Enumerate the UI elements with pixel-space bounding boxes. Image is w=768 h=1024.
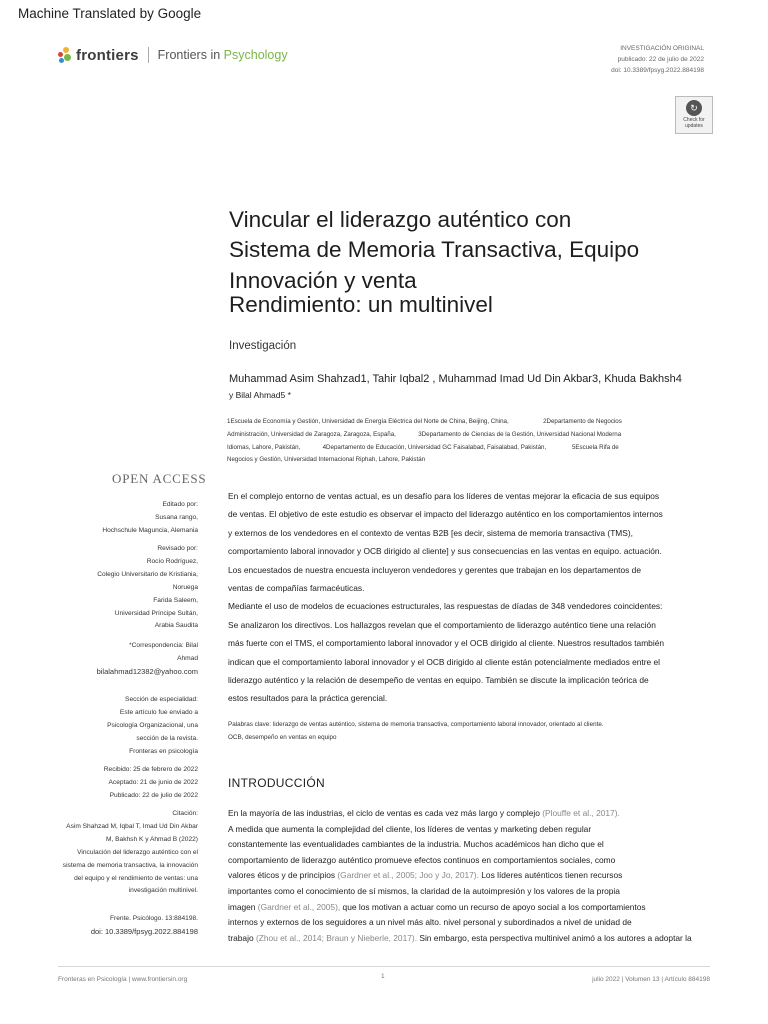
journal-reference: Frente. Psicólogo. 13:884198. doi: 10.3389/fpsyg.2022.884198 [18,913,198,939]
intro-text: En la mayoría de las industrias, el ciclo de ventas es cada vez más largo y complejo [228,808,543,818]
footer-divider [58,966,710,967]
intro-line [228,931,768,947]
article-title [229,205,699,317]
intro-line [228,900,768,916]
correspondence-email[interactable]: bilalahmad12382@yahoo.com [96,666,198,676]
intro-line [228,868,768,884]
abstract [228,487,748,708]
affiliation-line: Idiomas, Lahore, Pakistán, 4Departamento de Educación, Universidad GC Faisalabad, Faisalabad, Pakistán, 5Escuela Rifa de [227,443,619,451]
intro-line [228,806,768,822]
specialty-section: Sección de especialidad: Este artículo fue enviado a Psicología Organizacional, una sección de la revista. Fronteras en psicología [107,696,198,755]
abstract-line: liderazgo auténtico y la relación de desempeño de ventas en equipo. También se discute la implicación teórica de [228,675,649,686]
section-heading-introduction: INTRODUCCIÓN [228,776,325,790]
article-meta [611,43,704,76]
intro-text: valores éticos y de principios [228,870,338,881]
abstract-line: indican que el comportamiento laboral innovador y el OCB dirigido al cliente están potencialmente mediados entre el [228,656,661,667]
machine-translation-banner: Machine Translated by Google [18,6,202,21]
title-line: Rendimiento: un multinivel [229,292,493,317]
author-list [229,371,749,403]
abstract-line: y externos de los vendedores en el contexto de ventas B2B [es decir, sistema de memoria transactiva (TMS), [228,527,633,538]
title-line: Vincular el liderazgo auténtico con [229,207,572,232]
affiliation-line: Negocios y Gestión, Universidad Internacional Riphah, Lahore, Pakistán [227,456,426,464]
correspondence-info: *Correspondencia: Bilal Ahmad bilalahmad12382@yahoo.com [18,640,198,679]
citation-link[interactable]: (Gardner et al., 2005; Joo y Jo, 2017). [337,870,479,881]
authors-line[interactable]: y Bilal Ahmad5 * [229,390,291,400]
intro-line [228,822,768,838]
intro-line [228,915,768,931]
intro-text: comportamiento de liderazgo auténtico promueve efectos continuos en comportamientos sociales, como [228,854,616,865]
published-date: publicado: 22 de julio de 2022 [617,56,704,63]
article-type: Investigación [229,340,297,352]
brand-name: frontiers [76,46,139,64]
affiliations [227,416,707,467]
intro-text: trabajo [228,932,256,943]
intro-line [228,837,768,853]
abstract-line: En el complejo entorno de ventas actual, es un desafío para los líderes de ventas mejorar la eficacia de sus equipos [228,491,660,501]
citation-link[interactable]: (Zhou et al., 2014; Braun y Nieberle, 2017). [255,932,418,943]
abstract-line: ventas de compañías farmacéuticas. [228,583,365,594]
abstract-line: Mediante el uso de modelos de ecuaciones estructurales, las respuestas de díadas de 348 vendedores coincidentes: [228,601,663,612]
intro-text: Sin embargo, esta perspectiva multinivel animó a los autores a adoptar la [417,932,692,943]
check-updates-icon: ↻ [686,100,702,116]
citation-link[interactable]: (Plouffe et al., 2017). [542,808,620,818]
abstract-line: de ventas. El objetivo de este estudio es observar el impacto del liderazgo auténtico en los comportamientos internos [228,509,663,520]
page-number: 1 [381,973,385,980]
keywords-line: Palabras clave: liderazgo de ventas auténtico, sistema de memoria transactiva, comportamiento laboral innovador, orientado al cliente. [228,721,604,728]
abstract-line: Se analizaron los directivos. Los hallazgos revelan que el comportamiento de liderazgo auténtico tiene una relación [228,619,656,630]
intro-text: A medida que aumenta la complejidad del cliente, los líderes de ventas y marketing deben regular [228,823,592,834]
abstract-line: estos resultados para la práctica gerencial. [228,693,388,704]
abstract-line: Los encuestados de nuestra encuesta incluyeron vendedores y gerentes que trabajan en los departamentos de [228,564,641,575]
article-dates: Recibido: 25 de febrero de 2022 Aceptado: 21 de junio de 2022 Publicado: 22 de julio de 2022 [103,766,198,799]
abstract-line: comportamiento laboral innovador y OCB dirigido al cliente] y sus consecuencias en las ventas en equipo. actuación. [228,546,662,557]
intro-text: importantes como el conocimiento de sí mismos, la claridad de la autoimpresión y los valores de la propia [228,885,620,896]
journal-name: Frontiers in Psychology [157,48,288,62]
journal-logo[interactable] [58,46,288,64]
affiliation-line: 1Escuela de Economía y Gestión, Universidad de Energía Eléctrica del Norte de China, Beijing, China, 2Departamento de Negocios [227,418,622,425]
authors-line[interactable]: Muhammad Asim Shahzad1, Tahir Iqbal2 , Muhammad Imad Ud Din Akbar3, Khuda Bakhsh4 [229,373,682,385]
article-type-label: INVESTIGACIÓN ORIGINAL [620,45,704,52]
intro-text: Los líderes auténticos tienen recursos [478,870,623,881]
citation-info: Citación: Asim Shahzad M, Iqbal T, Imad Ud Din Akbar M, Bakhsh K y Ahmad B (2022) Vinculación del liderazgo auténtico con el sistema de memoria transactiva, la innovación del equipo y el rendimiento de ventas: una investigación multinivel. [62,810,198,895]
intro-text: constantemente las eventualidades cambiantes de la industria. Muchos académicos han dicho que el [228,839,604,850]
abstract-line: más fuerte con el TMS, el comportamiento laboral innovador y el OCB dirigido al cliente. Nuestros resultados también [228,638,665,649]
reviewer-info: Revisado por: Rocío Rodríguez, Colegio Universitario de Kristiania, Noruega Farida Saleem, Universidad Príncipe Sultán, Arabia Saudita [97,545,198,630]
footer-journal[interactable]: Fronteras en Psicología | www.frontiersin.org [58,976,188,983]
frontiers-logo-icon [58,46,72,64]
check-for-updates-badge[interactable]: ↻ Check for updates [675,96,713,134]
intro-line [228,884,768,900]
keywords-line: OCB, desempeño en ventas en equipo [228,734,337,741]
title-line: Sistema de Memoria Transactiva, Equipo [229,237,640,262]
logo-divider [148,47,149,63]
intro-text: imagen [228,901,258,912]
affiliation-line: Administración, Universidad de Zaragoza, Zaragoza, España, 3Departamento de Ciencias de la Gestión, Universidad Nacional Moderna [227,430,622,438]
citation-link[interactable]: (Gardner et al., 2005), [257,901,341,912]
intro-line [228,853,768,869]
intro-text: que los motivan a actuar como un recurso de apoyo social a los comportamientos [340,901,646,912]
footer-issue: julio 2022 | Volumen 13 | Artículo 884198 [592,976,710,983]
open-access-label: OPEN ACCESS [112,471,207,486]
article-doi[interactable]: doi: 10.3389/fpsyg.2022.884198 [611,67,704,74]
title-line: Innovación y venta [229,268,417,293]
sidebar-doi[interactable]: doi: 10.3389/fpsyg.2022.884198 [90,926,198,936]
keywords [228,718,604,744]
intro-text: internos y externos de los seguidores a un nivel más alto. nivel personal y subordinados a nivel de unidad de [228,917,632,928]
editor-info: Editado por: Susana rango, Hochschule Maguncia, Alemania [102,501,198,534]
introduction-body [228,806,768,946]
